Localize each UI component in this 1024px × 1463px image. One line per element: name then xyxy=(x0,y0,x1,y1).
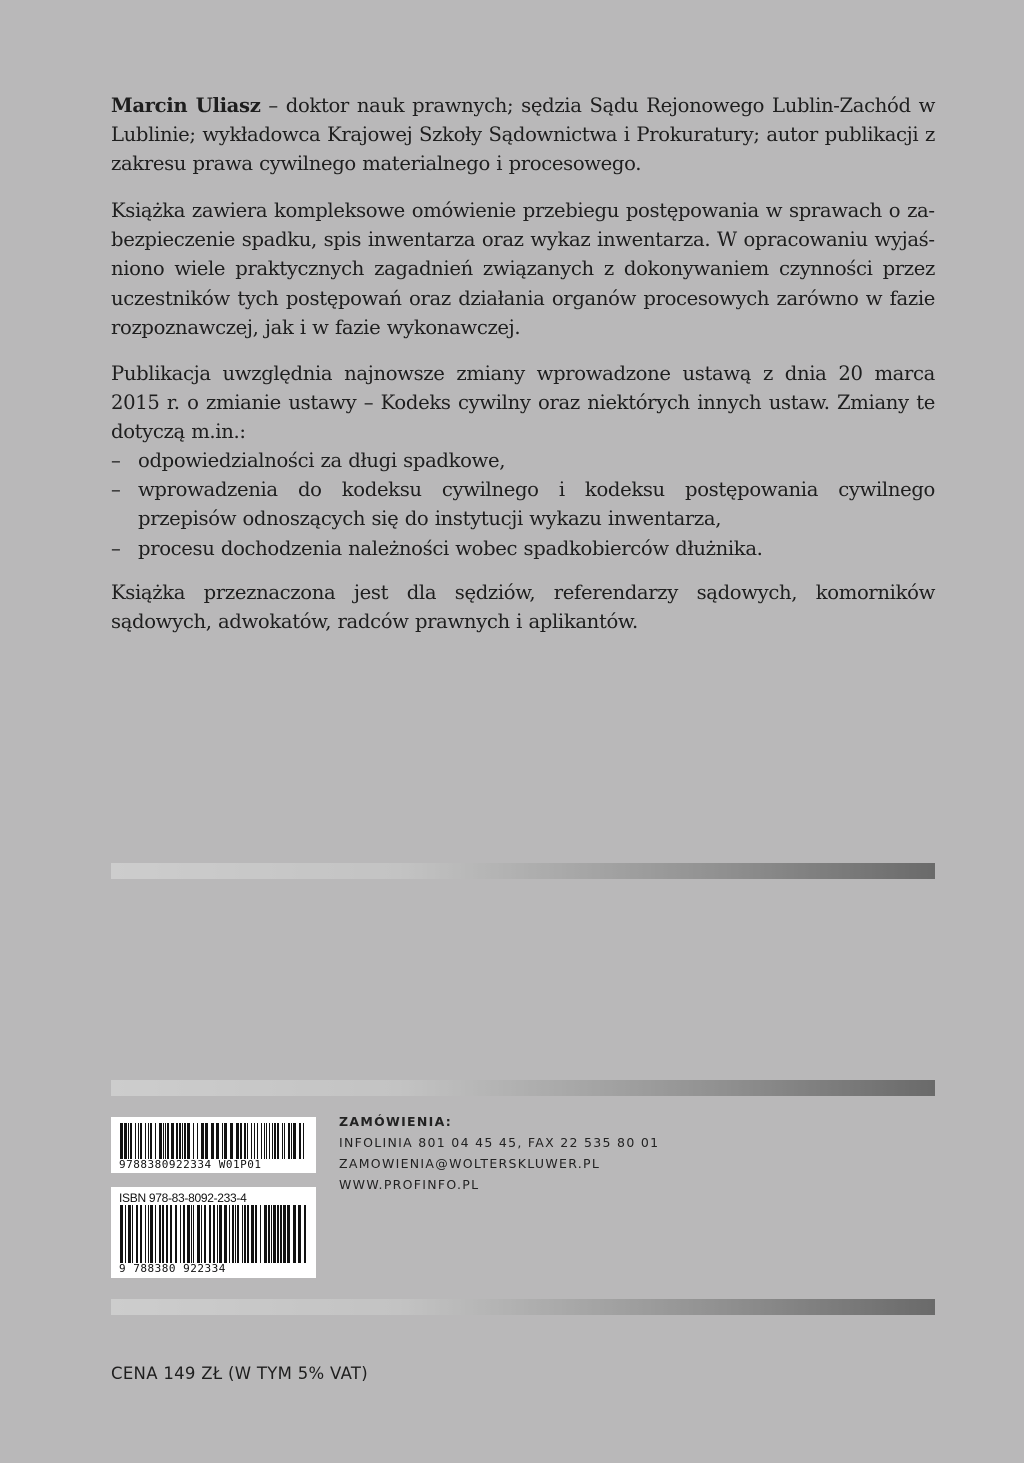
book-description-text: Książka zawiera kompleksowe omówienie przebiegu postępowania w sprawach o zabezpieczenie spadku, spis inwentarza oraz wykaz inwentarza. W opracowaniu wyjaśniono wiele praktycznych zagadnień związanych z dokonywaniem czynności przez uczestników tych postępowań oraz działania organów procesowych zarówno w fazie rozpoznawczej, jak i w fazie wykonawczej. xyxy=(111,199,935,339)
barcode-bar xyxy=(247,1205,249,1263)
barcode-bar xyxy=(284,1123,285,1159)
barcode-bar xyxy=(155,1205,156,1263)
gradient-divider xyxy=(111,863,935,879)
barcode-bar xyxy=(255,1205,257,1263)
barcode-bar xyxy=(240,1123,242,1159)
barcode-bar xyxy=(232,1205,234,1263)
barcode-bar xyxy=(251,1205,254,1263)
barcode-bar xyxy=(140,1123,142,1159)
barcode-bar xyxy=(204,1205,206,1263)
barcode-bar xyxy=(135,1123,136,1159)
barcode-bar xyxy=(132,1205,133,1263)
barcode-bar xyxy=(138,1123,139,1159)
orders-phone: INFOLINIA 801 04 45 45, FAX 22 535 80 01 xyxy=(339,1135,660,1150)
barcode-bar xyxy=(244,1123,246,1159)
barcode-bar xyxy=(197,1123,198,1159)
barcode-bar xyxy=(213,1205,215,1263)
barcode-bar xyxy=(261,1123,262,1159)
barcode-bar xyxy=(120,1205,123,1263)
barcode-bar xyxy=(145,1123,146,1159)
barcode-bar xyxy=(224,1123,227,1159)
orders-title: ZAMÓWIENIA: xyxy=(339,1114,453,1129)
author-name: Marcin Uliasz xyxy=(111,94,261,117)
list-dash: – xyxy=(111,478,121,502)
barcode-bar xyxy=(230,1123,233,1159)
author-bio xyxy=(111,91,935,179)
barcode-bar xyxy=(274,1123,276,1159)
barcode-bar xyxy=(128,1205,131,1263)
barcode-bar xyxy=(136,1205,138,1263)
barcode-bar xyxy=(166,1205,168,1263)
list-item-text: odpowiedzialności za długi spadkowe, xyxy=(138,449,506,472)
barcode-bar xyxy=(145,1205,146,1263)
barcode-bar xyxy=(236,1123,239,1159)
author-bio-text: – doktor nauk prawnych; sędzia Sądu Rejonowego Lublin-Zachód w Lublinie; wykładowca Krajowej Szkoły Sądownictwa i Prokuratury; autor publikacji z zakresu prawa cywilnego materialnego i procesowego. xyxy=(111,94,935,176)
barcode-bar xyxy=(159,1123,162,1159)
barcode-bar xyxy=(159,1205,161,1263)
barcode-bar xyxy=(148,1123,149,1159)
barcode-bar xyxy=(282,1123,283,1159)
barcode-bar xyxy=(197,1205,200,1263)
barcode-bar xyxy=(303,1123,304,1159)
book-description xyxy=(111,196,935,342)
barcode-bar xyxy=(216,1123,219,1159)
list-item-text: wprowadzenia do kodeksu cywilnego i kodeksu postępowania cywilnego przepisów odnoszących się do instytucji wykazu inwentarza, xyxy=(138,478,935,531)
barcode-bar xyxy=(244,1205,246,1263)
isbn-label: ISBN 978-83-8092-233-4 xyxy=(119,1191,247,1205)
barcode-bar xyxy=(288,1123,290,1159)
gradient-divider xyxy=(111,1299,935,1315)
barcode-bar xyxy=(280,1205,282,1263)
barcode-bar xyxy=(264,1123,265,1159)
barcode-bar xyxy=(229,1205,230,1263)
barcode-bar xyxy=(180,1205,181,1263)
barcode-bar xyxy=(193,1123,194,1159)
target-audience xyxy=(111,578,935,636)
barcode-bar xyxy=(269,1123,270,1159)
barcode-bar xyxy=(224,1205,227,1263)
barcode-bar xyxy=(165,1123,166,1159)
barcode-bar xyxy=(247,1123,248,1159)
barcode-bar xyxy=(299,1123,301,1159)
barcode-bar xyxy=(283,1205,286,1263)
barcode-bar xyxy=(260,1205,261,1263)
barcode-bar xyxy=(235,1205,236,1263)
list-dash: – xyxy=(111,536,121,560)
barcode-bar xyxy=(184,1123,186,1159)
barcode-bar xyxy=(266,1123,267,1159)
price-label: CENA 149 ZŁ (W TYM 5% VAT) xyxy=(111,1364,368,1383)
barcode-bar xyxy=(130,1123,132,1159)
barcode-bar xyxy=(291,1123,292,1159)
barcode-bar xyxy=(268,1205,270,1263)
barcode-bar xyxy=(176,1123,178,1159)
barcode-bar xyxy=(293,1123,296,1159)
barcode-bar xyxy=(205,1123,208,1159)
barcode-bar xyxy=(242,1205,243,1263)
barcode-bar xyxy=(201,1123,204,1159)
barcode-bar xyxy=(193,1205,194,1263)
barcode-digits: 9788380922334 W01P01 xyxy=(119,1158,262,1171)
publication-intro-text: Publikacja uwzględnia najnowsze zmiany wprowadzone ustawą z dnia 20 marca 2015 r. o zmianie ustawy – Kodeks cywilny oraz niektórych innych ustaw. Zmiany te dotyczą m.in.: xyxy=(111,362,935,444)
list-dash: – xyxy=(111,449,121,472)
barcode-bar xyxy=(209,1205,211,1263)
barcode-bar xyxy=(293,1205,296,1263)
target-audience-text: Książka przeznaczona jest dla sędziów, referendarzy sądowych, komorników sądowych, adwokatów, radców prawnych i aplikantów. xyxy=(111,581,935,634)
barcode-bar xyxy=(150,1123,152,1159)
barcode-bar xyxy=(298,1205,301,1263)
barcode-bar xyxy=(219,1205,222,1263)
barcode-bar xyxy=(271,1205,272,1263)
barcode-bar xyxy=(251,1123,252,1159)
barcode-bar xyxy=(163,1123,164,1159)
barcode-bar xyxy=(277,1205,279,1263)
barcode-bar xyxy=(304,1205,306,1263)
barcode-bar xyxy=(128,1123,129,1159)
barcode-bar xyxy=(150,1205,153,1263)
barcode-bar xyxy=(148,1205,149,1263)
barcode-bar xyxy=(182,1123,183,1159)
barcode-bar xyxy=(277,1123,279,1159)
barcode-digits: 9 788380 922334 xyxy=(119,1262,226,1275)
barcode-bar xyxy=(183,1205,185,1263)
barcode-bar xyxy=(187,1123,190,1159)
barcode-bar xyxy=(222,1123,223,1159)
barcode-bar xyxy=(211,1123,214,1159)
barcode-bars xyxy=(119,1205,308,1263)
list-item-text: procesu dochodzenia należności wobec spadkobierców dłużnika. xyxy=(138,536,763,560)
barcode-bar xyxy=(237,1205,239,1263)
barcode-bar xyxy=(170,1205,172,1263)
isbn-barcode xyxy=(111,1187,316,1278)
barcode-bar xyxy=(155,1123,156,1159)
barcode-bar xyxy=(273,1205,276,1263)
barcode-bar xyxy=(124,1123,127,1159)
barcode-bar xyxy=(140,1205,142,1263)
barcode-bar xyxy=(191,1205,192,1263)
barcode-bar xyxy=(167,1123,169,1159)
gradient-divider xyxy=(111,1080,935,1096)
barcode-bar xyxy=(175,1205,177,1263)
changes-list xyxy=(111,446,935,563)
barcode-bar xyxy=(287,1205,290,1263)
barcode-bar xyxy=(257,1123,258,1159)
orders-email: ZAMOWIENIA@WOLTERSKLUWER.PL xyxy=(339,1156,601,1171)
list-item xyxy=(111,446,935,475)
barcode-bar xyxy=(179,1123,181,1159)
barcode-bar xyxy=(201,1205,202,1263)
list-item xyxy=(111,475,935,533)
order-info xyxy=(339,1111,659,1195)
barcode-bar xyxy=(254,1123,255,1159)
list-item xyxy=(111,534,935,563)
barcode-bar xyxy=(187,1205,190,1263)
barcode-bar xyxy=(264,1205,267,1263)
publication-intro xyxy=(111,359,935,447)
barcode-bar xyxy=(162,1205,164,1263)
barcode-bar xyxy=(171,1123,174,1159)
orders-website: WWW.PROFINFO.PL xyxy=(339,1177,480,1192)
barcode-bars xyxy=(119,1123,308,1159)
barcode-bar xyxy=(217,1205,218,1263)
barcode-bar xyxy=(120,1123,123,1159)
barcode-bar xyxy=(125,1205,126,1263)
barcode-bar xyxy=(272,1123,273,1159)
product-barcode xyxy=(111,1117,316,1173)
